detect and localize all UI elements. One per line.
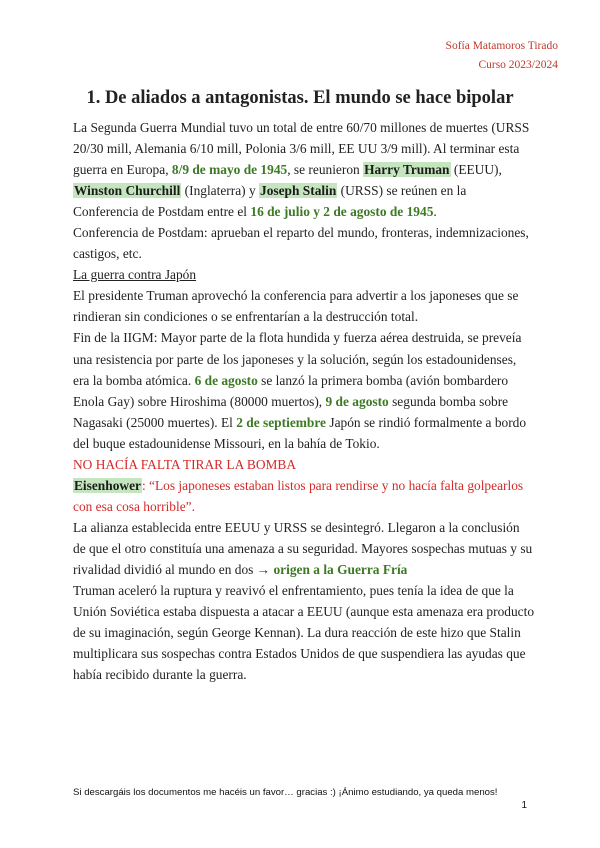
page-number: 1 [521,800,527,811]
text-run: (Inglaterra) y [181,183,259,199]
text-run: segunda bomba sobre Nagasaki (25000 muertes). El [73,393,509,430]
quote-text: : “Los japoneses estaban listos para rendirse y no hacía falta golpearlos con esa cosa horrible”. [73,477,524,514]
date-highlight: 9 de agosto [325,393,389,409]
cold-war-origin: origen a la Guerra Fría [273,561,408,577]
paragraph-truman-rupture: Truman aceleró la ruptura y reavivó el enfrentamiento, pues tenía la idea de que la Unión Soviética estaba dispuesta a atacar a EEUU (aunque esta amenaza era producto de su imaginación, según George Kennan). La dura reacción de este hizo que Stalin multiplicara sus sospechas contra Estados Unidos de que suspendiera las ayudas que había recibido durante la guerra. [73,583,535,683]
paragraph-postdam: Conferencia de Postdam: aprueban el reparto del mundo, fronteras, indemnizaciones, castigos, etc. [73,225,529,262]
name-highlight-eisenhower: Eisenhower [74,477,141,493]
document-body [73,117,535,685]
text-run: La alianza establecida entre EEUU y URSS se desintegró. Llegaron a la conclusión de que el otro constituía una amenaza a su seguridad. Mayores sospechas mutuas y su rivalidad dividió al mundo en dos [73,519,533,577]
date-highlight: 2 de septiembre [236,414,327,430]
text-run: La Segunda Guerra Mundial tuvo un total de entre 60/70 millones de muertes (URSS 20/30 mill, Alemania 6/10 mill, Polonia 3/6 mill, EE UU 3/9 mill). Al terminar esta guerra en Europa, [73,120,530,178]
footer-note: Si descargáis los documentos me hacéis un favor… gracias :) ¡Ánimo estudiando, ya queda menos! [73,787,498,798]
name-highlight-stalin: Joseph Stalin [260,183,337,199]
text-run: se lanzó la primera bomba (avión bombardero Enola Gay) sobre Hiroshima (80000 muertos), [73,372,509,409]
text-run: Japón se rindió formalmente a bordo del buque estadounidense Missouri, en la bahía de Tokio. [73,414,527,451]
date-highlight: 6 de agosto [194,372,258,388]
text-run: (URSS) se reúnen en la Conferencia de Postdam entre el [73,183,467,220]
name-highlight-churchill: Winston Churchill [74,183,181,199]
text-run: . [433,204,437,220]
subheading-japan: La guerra contra Japón [73,267,197,283]
paragraph-alliance [73,517,535,580]
text-run: , se reunieron [287,162,364,178]
name-highlight-truman: Harry Truman [364,162,450,178]
paragraph-intro [73,117,535,222]
arrow-icon: → [256,561,271,577]
course-year: Curso 2023/2024 [478,59,558,71]
paragraph-truman-warning: El presidente Truman aprovechó la conferencia para advertir a los japoneses que se rindieran sin condiciones o se enfrentarían a la destrucción total. [73,288,519,325]
paragraph-end-ww2 [73,327,535,453]
date-highlight: 16 de julio y 2 de agosto de 1945 [250,204,434,220]
page-title: 1. De aliados a antagonistas. El mundo se hace bipolar [86,88,514,108]
text-run: Fin de la IIGM: Mayor parte de la flota hundida y fuerza aérea destruida, se preveía una resistencia por parte de los japoneses y la solución, según los estadounidenses, era la bomba atómica. [73,330,522,388]
eisenhower-quote [73,475,535,517]
date-highlight: 8/9 de mayo de 1945 [171,162,288,178]
text-run: (EEUU), [450,162,502,178]
red-heading: NO HACÍA FALTA TIRAR LA BOMBA [73,456,297,472]
author-name: Sofía Matamoros Tirado [445,40,558,52]
